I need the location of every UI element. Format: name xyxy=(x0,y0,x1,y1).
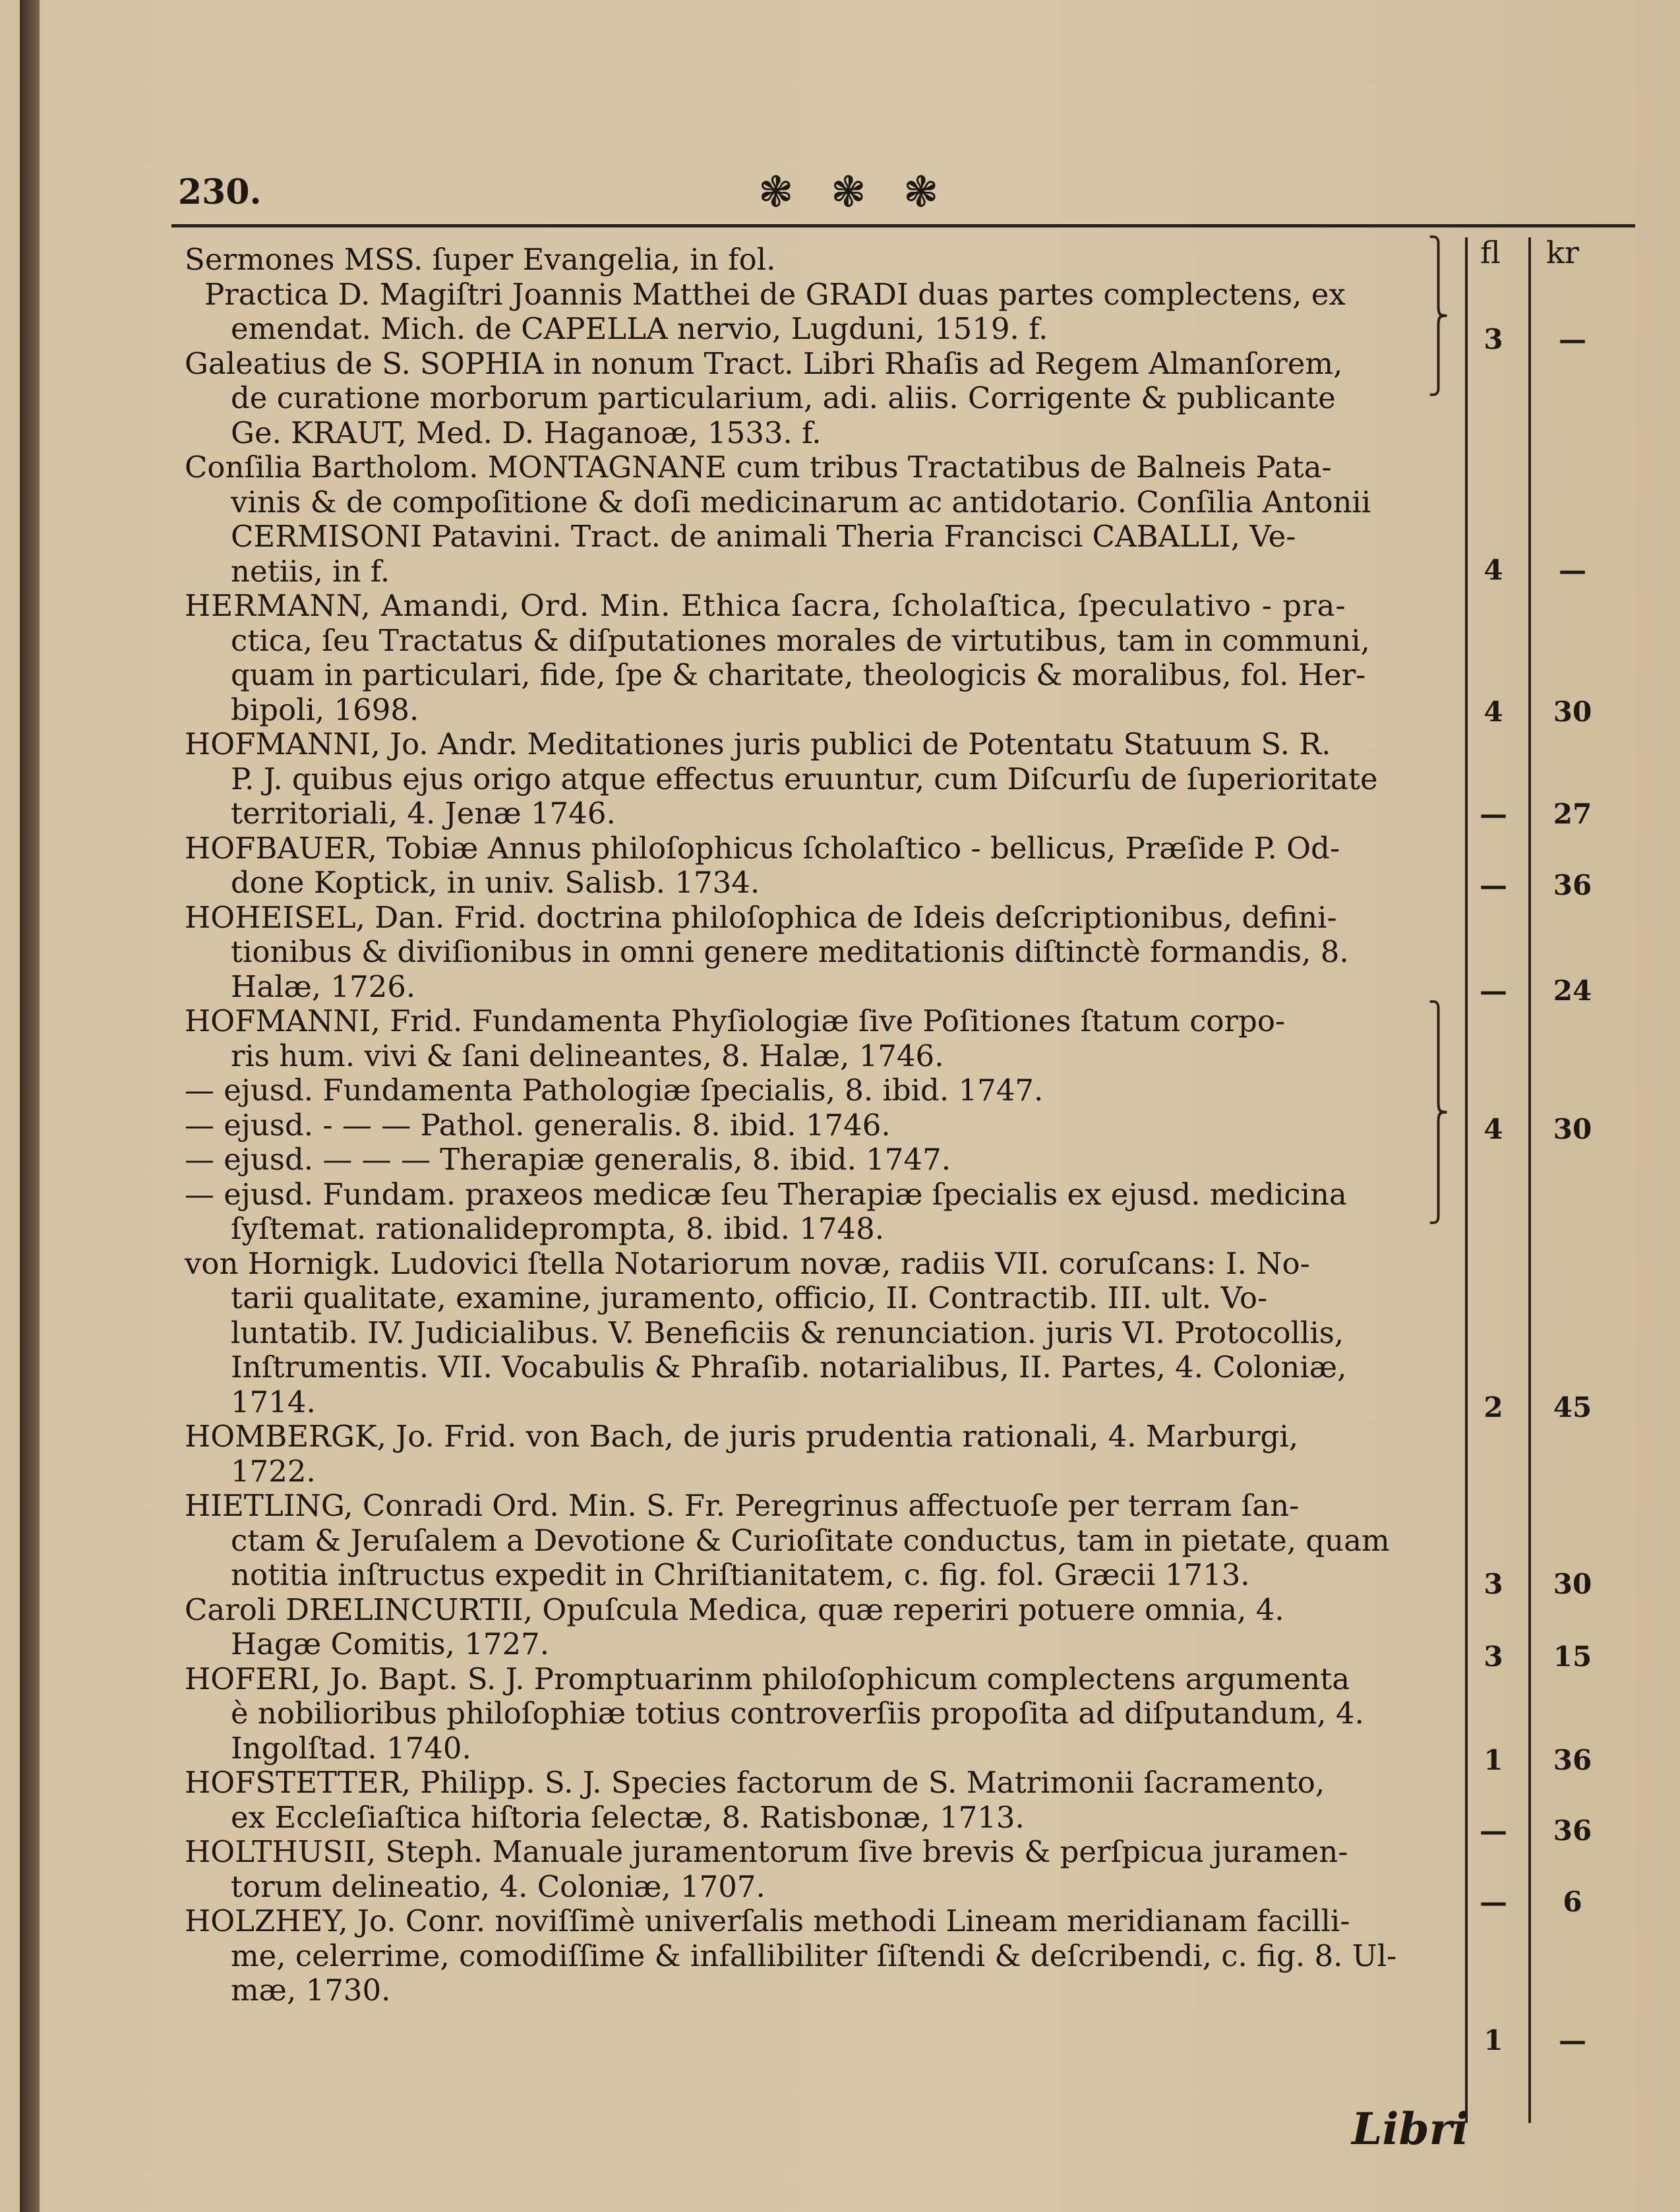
entry-line: quam in particulari, fide, ſpe & charitate, theologicis & moralibus, fol. Her- xyxy=(231,657,1366,692)
entry-line: P. J. quibus ejus origo atque effectus eruuntur, cum Diſcurſu de ſuperioritate xyxy=(231,761,1378,796)
entry-line: HOLZHEY, Jo. Conr. noviſſimè univerſalis methodi Lineam meridianam facilli- xyxy=(185,1903,1350,1938)
entry-line: me, celerrime, comodiſſime & infallibiliter ſiſtendi & deſcribendi, c. fig. 8. Ul- xyxy=(231,1938,1397,1973)
header-ornament: ❃ ❃ ❃ xyxy=(758,168,951,217)
entry-line: Ingolſtad. 1740. xyxy=(231,1730,471,1766)
entry-hoheisel xyxy=(185,901,1457,1005)
entry-line: Caroli DRELINCURTII, Opuſcula Medica, quæ reperiri potuere omnia, 4. xyxy=(185,1592,1284,1627)
column-header-kreuzer: kr xyxy=(1546,235,1579,270)
entry-line: — ejusd. Fundamenta Pathologiæ ſpecialis, 8. ibid. 1747. xyxy=(185,1073,1044,1108)
entry-line: Sermones MSS. ſuper Evangelia, in fol. xyxy=(185,242,776,277)
entry-line: 1714. xyxy=(231,1384,316,1420)
entry-holzhey xyxy=(185,1904,1457,2008)
entry-line: ris hum. vivi & ſani delineantes, 8. Halæ, 1746. xyxy=(231,1038,944,1073)
entry-hietling xyxy=(185,1489,1457,1593)
catalogue-entries xyxy=(185,243,1457,2008)
entry-line: torum delineatio, 4. Coloniæ, 1707. xyxy=(231,1868,765,1904)
entry-line: HOLTHUSII, Steph. Manuale juramentorum ſive brevis & perſpicua juramen- xyxy=(185,1834,1348,1869)
entry-sermones xyxy=(185,243,1457,278)
price-kreuzer: — xyxy=(1559,554,1586,586)
price-florin: 3 xyxy=(1484,1568,1503,1600)
entry-line: ex Eccleſiaſtica hiſtoria ſelectæ, 8. Ratisbonæ, 1713. xyxy=(231,1799,1025,1835)
entry-line: notitia inſtructus expedit in Chriſtianitatem, c. fig. fol. Græcii 1713. xyxy=(231,1557,1250,1592)
entry-line: luntatib. IV. Judicialibus. V. Beneficiis & renunciation. juris VI. Protocollis, xyxy=(231,1315,1344,1350)
entry-hornigk xyxy=(185,1247,1457,1420)
entry-line: 1722. xyxy=(231,1453,316,1489)
entry-line: HOMBERGK, Jo. Frid. von Bach, de juris prudentia rationali, 4. Marburgi, xyxy=(185,1419,1299,1454)
price-kreuzer: 30 xyxy=(1553,1568,1592,1600)
catchword: Libri xyxy=(1352,2103,1469,2155)
price-kreuzer: — xyxy=(1559,323,1586,355)
price-florin: — xyxy=(1480,1814,1507,1847)
entry-ejusd-3 xyxy=(185,1143,1457,1178)
page-number: 230. xyxy=(178,172,262,212)
price-florin: 1 xyxy=(1484,2024,1503,2056)
entry-hombergk xyxy=(185,1420,1457,1489)
entry-gradi xyxy=(185,278,1457,347)
price-florin: — xyxy=(1480,798,1507,830)
entry-line: tarii qualitate, examine, juramento, officio, II. Contractib. III. ult. Vo- xyxy=(231,1280,1268,1315)
entry-line: CERMISONI Patavini. Tract. de animali Theria Francisci CABALLI, Ve- xyxy=(231,519,1296,554)
price-kreuzer: 27 xyxy=(1553,798,1592,830)
price-kreuzer: — xyxy=(1559,2024,1586,2056)
entry-line: bipoli, 1698. xyxy=(231,692,419,727)
entry-hofbauer xyxy=(185,831,1457,901)
entry-line: ſyſtemat. rationalideprompta, 8. ibid. 1748. xyxy=(231,1211,885,1246)
group-brace: ⎫ ⎪ ⎪ ⎬ ⎪ ⎪ ⎭ xyxy=(1427,1001,1449,1224)
price-florin: 3 xyxy=(1484,1640,1503,1673)
entry-line: netiis, in f. xyxy=(231,553,390,589)
entry-ejusd-4 xyxy=(185,1178,1457,1247)
price-florin: 4 xyxy=(1484,1113,1503,1145)
price-kreuzer: 24 xyxy=(1553,974,1592,1007)
price-column-rule-mid xyxy=(1528,237,1531,2123)
entry-ejusd-2 xyxy=(185,1108,1457,1143)
entry-line: tionibus & diviſionibus in omni genere meditationis diſtinctè formandis, 8. xyxy=(231,934,1349,969)
entry-line: HOFERI, Jo. Bapt. S. J. Promptuarinm philoſophicum complectens argumenta xyxy=(185,1661,1350,1696)
price-florin: 4 xyxy=(1484,554,1503,586)
entry-line: Halæ, 1726. xyxy=(231,969,416,1004)
entry-hofstetter xyxy=(185,1766,1457,1835)
price-florin: — xyxy=(1480,974,1507,1007)
entry-line: — ejusd. Fundam. praxeos medicæ ſeu Therapiæ ſpecialis ex ejusd. medicina xyxy=(185,1176,1347,1212)
price-florin: 2 xyxy=(1484,1391,1503,1423)
column-header-florin: fl xyxy=(1480,235,1501,270)
entry-line: Hagæ Comitis, 1727. xyxy=(231,1627,550,1661)
entry-line: è nobilioribus philoſophiæ totius controverſiis propoſita ad diſputandum, 4. xyxy=(231,1696,1364,1731)
entry-line: — ejusd. — — — Therapiæ generalis, 8. ibid. 1747. xyxy=(185,1142,951,1177)
entry-line: Galeatius de S. SOPHIA in nonum Tract. Libri Rhaſis ad Regem Almanſorem, xyxy=(185,345,1343,381)
price-kreuzer: 36 xyxy=(1553,1814,1592,1847)
price-kreuzer: 45 xyxy=(1553,1391,1592,1423)
price-kreuzer: 36 xyxy=(1553,869,1592,901)
entry-line: Practica D. Magiſtri Joannis Matthei de GRADI duas partes complectens, ex xyxy=(204,276,1346,312)
price-florin: 1 xyxy=(1484,1744,1503,1776)
price-florin: 4 xyxy=(1484,696,1503,728)
entry-hermann xyxy=(185,589,1457,727)
price-kreuzer: 15 xyxy=(1553,1640,1592,1673)
entry-line: mæ, 1730. xyxy=(231,1973,391,2008)
group-brace: ⎫ ⎪ ⎬ ⎪ ⎭ xyxy=(1427,236,1449,396)
entry-line: ctam & Jeruſalem a Devotione & Curioſitate conductus, tam in pietate, quam xyxy=(231,1522,1390,1558)
entry-line: von Hornigk. Ludovici ſtella Notariorum novæ, radiis VII. coruſcans: I. No- xyxy=(185,1245,1310,1281)
entry-holthusii xyxy=(185,1835,1457,1904)
price-kreuzer: 30 xyxy=(1553,1113,1592,1145)
entry-line: HOFMANNI, Frid. Fundamenta Phyſiologiæ ſive Poſitiones ſtatum corpo- xyxy=(185,1003,1286,1038)
entry-line: HOFMANNI, Jo. Andr. Meditationes juris publici de Potentatu Statuum S. R. xyxy=(185,727,1331,762)
entry-line: HIETLING, Conradi Ord. Min. S. Fr. Peregrinus affectuoſe per terram ſan- xyxy=(185,1488,1300,1523)
entry-line: HERMANN, Amandi, Ord. Min. Ethica ſacra, ſcholaſtica, ſpeculativo - pra- xyxy=(185,588,1346,623)
entry-line: de curatione morborum particularium, adi. aliis. Corrigente & publicante xyxy=(231,380,1336,415)
entry-line: territoriali, 4. Jenæ 1746. xyxy=(231,796,616,831)
price-kreuzer: 6 xyxy=(1563,1886,1582,1918)
entry-line: Inſtrumentis. VII. Vocabulis & Phraſib. notarialibus, II. Partes, 4. Coloniæ, xyxy=(231,1350,1347,1385)
header-rule xyxy=(171,224,1635,227)
entry-line: Conſilia Bartholom. MONTAGNANE cum tribus Tractatibus de Balneis Pata- xyxy=(185,450,1332,485)
entry-sophia xyxy=(185,347,1457,451)
entry-line: emendat. Mich. de CAPELLA nervio, Lugduni, 1519. f. xyxy=(231,311,1048,346)
entry-ejusd-1 xyxy=(185,1073,1457,1108)
entry-line: ctica, ſeu Tractatus & diſputationes morales de virtutibus, tam in communi, xyxy=(231,622,1370,658)
price-florin: — xyxy=(1480,1886,1507,1918)
price-florin: — xyxy=(1480,869,1507,901)
page-header xyxy=(178,168,1536,217)
entry-line: HOFSTETTER, Philipp. S. J. Species factorum de S. Matrimonii ſacramento, xyxy=(185,1765,1325,1800)
entry-line: done Koptick, in univ. Salisb. 1734. xyxy=(231,865,760,900)
entry-hofmanni-frid xyxy=(185,1004,1457,1073)
entry-drelincurtii xyxy=(185,1593,1457,1662)
entry-line: Ge. KRAUT, Med. D. Haganoæ, 1533. f. xyxy=(231,415,822,450)
entry-hofmanni-jo xyxy=(185,727,1457,831)
entry-line: vinis & de compoſitione & doſi medicinarum ac antidotario. Conſilia Antonii xyxy=(231,484,1371,520)
entry-line: HOFBAUER, Tobiæ Annus philoſophicus ſcholaſtico - bellicus, Præſide P. Od- xyxy=(185,830,1340,866)
price-florin: 3 xyxy=(1484,323,1503,355)
entry-line: — ejusd. - — — Pathol. generalis. 8. ibid. 1746. xyxy=(185,1107,891,1143)
entry-montagnane xyxy=(185,450,1457,589)
price-column-rule-left xyxy=(1465,237,1468,2123)
entry-line: HOHEISEL, Dan. Frid. doctrina philoſophica de Ideis deſcriptionibus, defini- xyxy=(185,899,1337,935)
entry-hoferi xyxy=(185,1662,1457,1766)
price-kreuzer: 36 xyxy=(1553,1744,1592,1776)
page-gutter xyxy=(20,0,40,2212)
price-kreuzer: 30 xyxy=(1553,696,1592,728)
